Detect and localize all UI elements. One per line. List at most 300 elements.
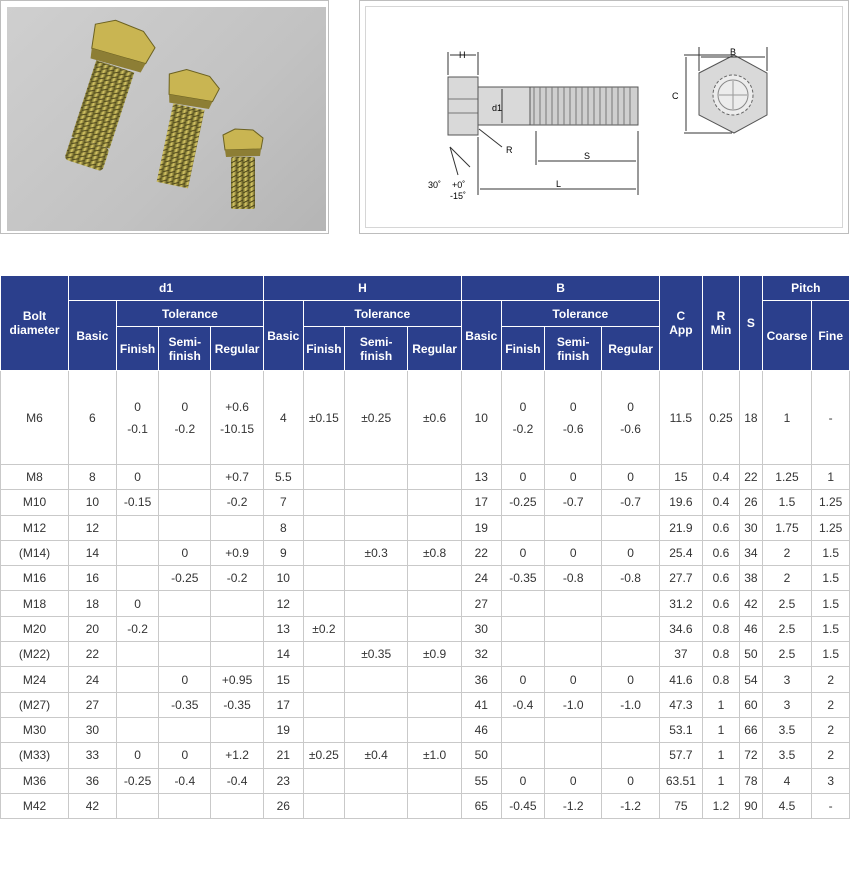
- cell-b: 30: [462, 616, 502, 641]
- cell-size: M16: [1, 566, 69, 591]
- cell-b-s: [545, 642, 602, 667]
- cell-c: 41.6: [660, 667, 703, 692]
- cell-h: 26: [263, 793, 303, 818]
- cell-b-r: -1.2: [602, 793, 660, 818]
- cell-b-s: 0: [545, 768, 602, 793]
- col-d1-finish: Finish: [116, 327, 159, 371]
- cell-d1-finish: 0 -0.1: [116, 371, 159, 465]
- cell-d1-f: [116, 515, 159, 540]
- label-R: R: [506, 145, 513, 155]
- cell-r: 1: [702, 717, 740, 742]
- cell-d1-r: [211, 642, 264, 667]
- col-d1-regular: Regular: [211, 327, 264, 371]
- cell-h-f: [303, 591, 345, 616]
- bolt-dimension-diagram: [366, 7, 842, 227]
- cell-b-s: 0: [545, 465, 602, 490]
- table-row: [1, 743, 850, 768]
- cell-h: 15: [263, 667, 303, 692]
- cell-d1-r: +0.7: [211, 465, 264, 490]
- cell-coarse: 2: [762, 540, 812, 565]
- cell-b-f: 0: [501, 540, 545, 565]
- cell-h-f: [303, 717, 345, 742]
- col-H-tolerance: Tolerance: [303, 301, 461, 327]
- cell-s: 60: [740, 692, 762, 717]
- cell-h-s: [345, 717, 408, 742]
- cell-b: 19: [462, 515, 502, 540]
- cell-b-s: [545, 616, 602, 641]
- col-B: B: [462, 276, 660, 301]
- col-R: R Min: [702, 276, 740, 371]
- cell-d1: 30: [69, 717, 117, 742]
- cell-b-f: [501, 642, 545, 667]
- cell-size: M42: [1, 793, 69, 818]
- bolt-photo-illustration: [7, 7, 326, 231]
- cell-h: 10: [263, 566, 303, 591]
- table-row: [1, 793, 850, 818]
- cell-r: 0.25: [702, 371, 740, 465]
- col-B-tolerance: Tolerance: [501, 301, 659, 327]
- cell-d1-f: [116, 717, 159, 742]
- col-C: C App: [660, 276, 703, 371]
- cell-coarse: 3: [762, 667, 812, 692]
- cell-d1-r: +0.95: [211, 667, 264, 692]
- cell-c: 11.5: [660, 371, 703, 465]
- cell-b-f: [501, 591, 545, 616]
- cell-fine: 2: [812, 692, 850, 717]
- cell-d1-s: 0: [159, 743, 211, 768]
- col-B-regular: Regular: [602, 327, 660, 371]
- cell-b-f: [501, 743, 545, 768]
- bolt-photo-frame: [0, 0, 329, 234]
- cell-coarse: 1.75: [762, 515, 812, 540]
- cell-coarse: 4.5: [762, 793, 812, 818]
- cell-h: 21: [263, 743, 303, 768]
- col-B-basic: Basic: [462, 301, 502, 371]
- cell-b: 22: [462, 540, 502, 565]
- cell-r: 0.4: [702, 465, 740, 490]
- cell-d1: 24: [69, 667, 117, 692]
- label-angle-minus15: -15˚: [450, 191, 467, 201]
- cell-size: (M14): [1, 540, 69, 565]
- col-d1-tolerance: Tolerance: [116, 301, 263, 327]
- cell-fine: 1.5: [812, 591, 850, 616]
- cell-b-f: -0.4: [501, 692, 545, 717]
- cell-b-finish: 0 -0.2: [501, 371, 545, 465]
- cell-h: 19: [263, 717, 303, 742]
- cell-d1: 16: [69, 566, 117, 591]
- cell-fine: 1.5: [812, 540, 850, 565]
- cell-h-r: [408, 692, 462, 717]
- cell-d1-s: [159, 490, 211, 515]
- cell-size: (M33): [1, 743, 69, 768]
- cell-coarse: 3.5: [762, 743, 812, 768]
- cell-coarse: 4: [762, 768, 812, 793]
- cell-coarse: 2.5: [762, 642, 812, 667]
- cell-h-r: ±0.8: [408, 540, 462, 565]
- table-row: [1, 768, 850, 793]
- cell-d1-f: [116, 540, 159, 565]
- cell-h-f: ±0.2: [303, 616, 345, 641]
- cell-s: 42: [740, 591, 762, 616]
- cell-h-r: ±0.9: [408, 642, 462, 667]
- cell-r: 1: [702, 743, 740, 768]
- cell-coarse: 2.5: [762, 591, 812, 616]
- cell-d1-s: [159, 717, 211, 742]
- cell-d1: 33: [69, 743, 117, 768]
- cell-size: M20: [1, 616, 69, 641]
- cell-d1-f: [116, 667, 159, 692]
- cell-b-r: 0: [602, 667, 660, 692]
- cell-b-f: 0: [501, 465, 545, 490]
- cell-h-r: [408, 616, 462, 641]
- cell-h-f: [303, 692, 345, 717]
- cell-h: 5.5: [263, 465, 303, 490]
- label-angle-plus0: +0˚: [452, 180, 466, 190]
- cell-b-s: 0: [545, 540, 602, 565]
- table-row: [1, 490, 850, 515]
- cell-d1-f: -0.2: [116, 616, 159, 641]
- cell-h-s: [345, 616, 408, 641]
- cell-c: 37: [660, 642, 703, 667]
- cell-h-s: [345, 465, 408, 490]
- cell-d1-s: -0.4: [159, 768, 211, 793]
- cell-b: 41: [462, 692, 502, 717]
- cell-h-f: [303, 793, 345, 818]
- cell-h-s: [345, 692, 408, 717]
- cell-d1-f: [116, 692, 159, 717]
- cell-c: 47.3: [660, 692, 703, 717]
- cell-size: M8: [1, 465, 69, 490]
- cell-h-s: [345, 490, 408, 515]
- cell-b: 46: [462, 717, 502, 742]
- table-row: [1, 591, 850, 616]
- col-pitch-coarse: Coarse: [762, 301, 812, 371]
- cell-s: 90: [740, 793, 762, 818]
- cell-d1-r: [211, 793, 264, 818]
- cell-coarse: 1: [762, 371, 812, 465]
- cell-c: 75: [660, 793, 703, 818]
- cell-h: 23: [263, 768, 303, 793]
- cell-h-f: [303, 540, 345, 565]
- cell-d1-s: 0: [159, 540, 211, 565]
- cell-h-f: [303, 642, 345, 667]
- cell-b-r: 0: [602, 540, 660, 565]
- cell-h: 8: [263, 515, 303, 540]
- cell-s: 54: [740, 667, 762, 692]
- cell-b: 65: [462, 793, 502, 818]
- cell-r: 0.6: [702, 591, 740, 616]
- label-S: S: [584, 151, 591, 161]
- cell-b-s: 0: [545, 667, 602, 692]
- cell-h-r: [408, 515, 462, 540]
- cell-c: 31.2: [660, 591, 703, 616]
- cell-b-s: [545, 591, 602, 616]
- cell-h-r: [408, 717, 462, 742]
- cell-r: 0.8: [702, 667, 740, 692]
- cell-d1: 14: [69, 540, 117, 565]
- cell-b: 32: [462, 642, 502, 667]
- cell-fine: 1: [812, 465, 850, 490]
- cell-fine: -: [812, 793, 850, 818]
- cell-c: 34.6: [660, 616, 703, 641]
- col-pitch: Pitch: [762, 276, 849, 301]
- cell-b-f: [501, 717, 545, 742]
- cell-h-r: [408, 566, 462, 591]
- label-L: L: [556, 179, 562, 189]
- cell-d1: 18: [69, 591, 117, 616]
- table-row: [1, 566, 850, 591]
- cell-d1-s: -0.25: [159, 566, 211, 591]
- cell-b-r: -1.0: [602, 692, 660, 717]
- col-B-finish: Finish: [501, 327, 545, 371]
- cell-d1-r: +0.9: [211, 540, 264, 565]
- cell-size: M36: [1, 768, 69, 793]
- table-row: [1, 692, 850, 717]
- table-row: [1, 540, 850, 565]
- label-H: H: [459, 50, 466, 60]
- cell-fine: 2: [812, 743, 850, 768]
- cell-s: 72: [740, 743, 762, 768]
- col-bolt-diameter: Bolt diameter: [1, 276, 69, 371]
- cell-d1-f: [116, 642, 159, 667]
- cell-h-r: [408, 490, 462, 515]
- cell-h: 9: [263, 540, 303, 565]
- cell-h-f: ±0.25: [303, 743, 345, 768]
- cell-h: 13: [263, 616, 303, 641]
- cell-b-r: 0: [602, 768, 660, 793]
- cell-fine: 1.25: [812, 490, 850, 515]
- small-bolt: [223, 129, 263, 209]
- cell-size: (M22): [1, 642, 69, 667]
- label-d1: d1: [492, 103, 503, 113]
- label-B: B: [730, 47, 737, 57]
- table-row: [1, 717, 850, 742]
- cell-d1: 42: [69, 793, 117, 818]
- cell-r: 1.2: [702, 793, 740, 818]
- cell-r: 0.4: [702, 490, 740, 515]
- cell-b-r: [602, 591, 660, 616]
- cell-d1-s: [159, 793, 211, 818]
- cell-s: 38: [740, 566, 762, 591]
- cell-s: 50: [740, 642, 762, 667]
- cell-h-f: [303, 566, 345, 591]
- cell-b-s: [545, 743, 602, 768]
- cell-size: M10: [1, 490, 69, 515]
- cell-size: M18: [1, 591, 69, 616]
- cell-h-f: [303, 667, 345, 692]
- cell-b-basic: 10: [462, 371, 502, 465]
- cell-d1-semi: 0 -0.2: [159, 371, 211, 465]
- col-B-semi-finish: Semi- finish: [545, 327, 602, 371]
- table-row: [1, 515, 850, 540]
- cell-d1-f: 0: [116, 743, 159, 768]
- cell-c: 25.4: [660, 540, 703, 565]
- cell-r: 1: [702, 692, 740, 717]
- cell-r: 0.6: [702, 566, 740, 591]
- cell-h-regular: ±0.6: [408, 371, 462, 465]
- cell-h-s: ±0.35: [345, 642, 408, 667]
- cell-b-s: -0.8: [545, 566, 602, 591]
- cell-h-s: [345, 768, 408, 793]
- cell-s: 30: [740, 515, 762, 540]
- cell-h-s: [345, 566, 408, 591]
- col-d1-basic: Basic: [69, 301, 117, 371]
- col-d1-semi-finish: Semi- finish: [159, 327, 211, 371]
- cell-d1-s: [159, 642, 211, 667]
- cell-d1: 36: [69, 768, 117, 793]
- cell-b: 50: [462, 743, 502, 768]
- cell-size: (M27): [1, 692, 69, 717]
- cell-d1-r: [211, 717, 264, 742]
- cell-b-r: [602, 616, 660, 641]
- cell-coarse: 3: [762, 692, 812, 717]
- cell-d1-r: -0.2: [211, 490, 264, 515]
- cell-b: 17: [462, 490, 502, 515]
- cell-d1-f: 0: [116, 591, 159, 616]
- cell-h-s: [345, 591, 408, 616]
- cell-d1: 8: [69, 465, 117, 490]
- cell-b-r: [602, 642, 660, 667]
- cell-c: 19.6: [660, 490, 703, 515]
- cell-r: 1: [702, 768, 740, 793]
- cell-b-f: [501, 515, 545, 540]
- bolt-drawing: [365, 6, 843, 228]
- cell-coarse: 1.5: [762, 490, 812, 515]
- cell-d1-s: [159, 591, 211, 616]
- cell-b: 36: [462, 667, 502, 692]
- cell-h: 12: [263, 591, 303, 616]
- cell-h-r: [408, 465, 462, 490]
- cell-d1: 10: [69, 490, 117, 515]
- cell-s: 26: [740, 490, 762, 515]
- cell-d1-s: [159, 515, 211, 540]
- cell-b: 24: [462, 566, 502, 591]
- cell-d1-regular: +0.6 -10.15: [211, 371, 264, 465]
- cell-c: 21.9: [660, 515, 703, 540]
- medium-bolt: [147, 66, 222, 190]
- cell-b-f: [501, 616, 545, 641]
- cell-d1-r: +1.2: [211, 743, 264, 768]
- large-bolt: [53, 15, 160, 176]
- col-H-regular: Regular: [408, 327, 462, 371]
- cell-s: 66: [740, 717, 762, 742]
- cell-s: 34: [740, 540, 762, 565]
- cell-h: 7: [263, 490, 303, 515]
- cell-d1-f: -0.15: [116, 490, 159, 515]
- cell-h-f: [303, 490, 345, 515]
- cell-c: 63.51: [660, 768, 703, 793]
- cell-b-f: -0.35: [501, 566, 545, 591]
- cell-fine: 1.25: [812, 515, 850, 540]
- cell-fine: 2: [812, 667, 850, 692]
- cell-b-r: -0.7: [602, 490, 660, 515]
- table-row: [1, 642, 850, 667]
- cell-h-r: ±1.0: [408, 743, 462, 768]
- label-angle-30: 30˚: [428, 180, 442, 190]
- cell-h-s: [345, 515, 408, 540]
- cell-coarse: 2: [762, 566, 812, 591]
- bolt-photo: [7, 7, 326, 231]
- bolt-drawing-frame: [359, 0, 849, 234]
- cell-b-regular: 0 -0.6: [602, 371, 660, 465]
- cell-fine: 2: [812, 717, 850, 742]
- cell-h-s: [345, 667, 408, 692]
- cell-c: 53.1: [660, 717, 703, 742]
- cell-b-s: -1.2: [545, 793, 602, 818]
- cell-d1-f: [116, 566, 159, 591]
- table-row-m6: [1, 371, 850, 465]
- cell-size: M24: [1, 667, 69, 692]
- col-H-semi-finish: Semi- finish: [345, 327, 408, 371]
- cell-r: 0.8: [702, 616, 740, 641]
- col-H-basic: Basic: [263, 301, 303, 371]
- col-H: H: [263, 276, 461, 301]
- cell-d1: 27: [69, 692, 117, 717]
- cell-d1: 12: [69, 515, 117, 540]
- cell-fine: 1.5: [812, 616, 850, 641]
- cell-s: 18: [740, 371, 762, 465]
- cell-d1-s: [159, 465, 211, 490]
- cell-h-f: [303, 768, 345, 793]
- cell-d1: 20: [69, 616, 117, 641]
- cell-b-r: [602, 743, 660, 768]
- cell-b-f: -0.25: [501, 490, 545, 515]
- cell-b-s: -0.7: [545, 490, 602, 515]
- cell-h-basic: 4: [263, 371, 303, 465]
- cell-c: 15: [660, 465, 703, 490]
- cell-b-r: [602, 717, 660, 742]
- cell-h-r: [408, 667, 462, 692]
- cell-b: 27: [462, 591, 502, 616]
- cell-s: 22: [740, 465, 762, 490]
- col-pitch-fine: Fine: [812, 301, 850, 371]
- cell-d1-r: [211, 616, 264, 641]
- cell-h-r: [408, 591, 462, 616]
- cell-fine: -: [812, 371, 850, 465]
- cell-d1-r: -0.4: [211, 768, 264, 793]
- cell-b-f: 0: [501, 768, 545, 793]
- table-row: [1, 616, 850, 641]
- col-d1: d1: [69, 276, 264, 301]
- cell-h-s: ±0.4: [345, 743, 408, 768]
- cell-d1-basic: 6: [69, 371, 117, 465]
- cell-s: 78: [740, 768, 762, 793]
- cell-b-semi: 0 -0.6: [545, 371, 602, 465]
- bolt-spec-table: [0, 275, 850, 819]
- cell-b-r: -0.8: [602, 566, 660, 591]
- cell-d1-f: -0.25: [116, 768, 159, 793]
- col-S: S: [740, 276, 762, 371]
- cell-coarse: 2.5: [762, 616, 812, 641]
- cell-r: 0.8: [702, 642, 740, 667]
- cell-h-f: [303, 465, 345, 490]
- cell-s: 46: [740, 616, 762, 641]
- cell-h: 17: [263, 692, 303, 717]
- cell-d1-s: 0: [159, 667, 211, 692]
- cell-h-f: [303, 515, 345, 540]
- cell-b-f: 0: [501, 667, 545, 692]
- cell-c: 57.7: [660, 743, 703, 768]
- label-C: C: [672, 91, 679, 101]
- cell-d1-f: 0: [116, 465, 159, 490]
- cell-d1: 22: [69, 642, 117, 667]
- cell-h: 14: [263, 642, 303, 667]
- cell-c: 27.7: [660, 566, 703, 591]
- cell-b: 13: [462, 465, 502, 490]
- cell-d1-r: -0.2: [211, 566, 264, 591]
- cell-h-s: ±0.3: [345, 540, 408, 565]
- cell-h-r: [408, 793, 462, 818]
